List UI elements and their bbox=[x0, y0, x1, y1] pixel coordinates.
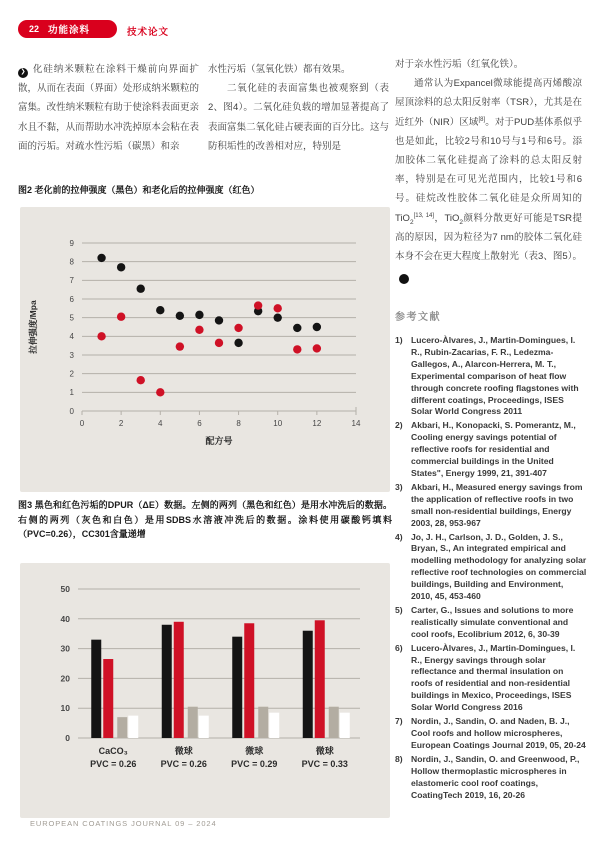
svg-text:拉伸强度/Mpa: 拉伸强度/Mpa bbox=[28, 300, 38, 354]
svg-text:微球: 微球 bbox=[245, 746, 264, 756]
svg-text:40: 40 bbox=[60, 613, 70, 624]
svg-text:9: 9 bbox=[69, 238, 74, 248]
right-text-column bbox=[395, 55, 582, 285]
svg-text:配方号: 配方号 bbox=[205, 436, 233, 446]
citation-sup-13-14: [13, 14] bbox=[413, 212, 435, 219]
reference-item: 3) Akbari, H., Measured energy savings from the application of reflective roofs in two small non-residential buildings, Energy 2003, 28, 953-967 bbox=[395, 481, 583, 528]
page-number: 22 bbox=[29, 24, 40, 34]
svg-text:12: 12 bbox=[312, 419, 322, 428]
reference-item: 5) Carter, G., Issues and solutions to more realistically simulate conventional and cool roofs, Ecolibrium 2012, 6, 30-39 bbox=[395, 604, 574, 639]
dpur-bar-svg bbox=[20, 563, 390, 818]
intro-paragraph-2b: 二氧化硅的表面富集也被观察到（表2、图4）。二氧化硅负载的增加显著提高了表面富集二氧化硅占硬表面的百分比。这与防积垢性的改善相对应，特别是 bbox=[208, 83, 389, 152]
svg-text:7: 7 bbox=[69, 276, 74, 286]
figure2-scatter-chart bbox=[20, 207, 390, 492]
svg-text:10: 10 bbox=[60, 703, 70, 714]
svg-text:PVC = 0.29: PVC = 0.29 bbox=[231, 759, 278, 769]
right-paragraph-1: 对于亲水性污垢（红氧化铁）。 bbox=[395, 59, 524, 70]
svg-text:PVC = 0.26: PVC = 0.26 bbox=[90, 759, 137, 769]
intro-text-1: 化硅纳米颗粒在涂料干燥前向界面扩散，从而在表面（界面）处形成纳米颗粒的富集。改性纳米颗粒有助于使涂料表面更亲水且不黏，从而帮助水冲洗掉原本会粘在表面的污垢。对疏水性污垢（碳黑）和亲 bbox=[18, 64, 199, 152]
figure3-bar-chart bbox=[20, 563, 390, 818]
references-section bbox=[395, 308, 587, 803]
svg-text:0: 0 bbox=[65, 733, 70, 743]
svg-text:3: 3 bbox=[69, 350, 74, 360]
svg-text:PVC = 0.26: PVC = 0.26 bbox=[160, 759, 207, 769]
svg-text:0: 0 bbox=[79, 419, 85, 428]
svg-text:4: 4 bbox=[158, 419, 163, 428]
tensile-scatter-svg bbox=[20, 207, 390, 492]
reference-item: 8) Nordin, J., Sandin, O. and Greenwood, P., Hollow thermoplastic microspheres in elastomeric cool roof coatings, CoatingTech 2019, 16, 20-26 bbox=[395, 753, 580, 800]
intro-column-2 bbox=[208, 60, 389, 156]
reference-item: 2) Akbari, H., Konopacki, S. Pomerantz, M., Cooling energy savings potential of reflective roofs for residential and commercial buildings in the United States", Energy 1999, 21, 391-407 bbox=[395, 420, 576, 478]
svg-text:2: 2 bbox=[69, 369, 74, 379]
article-end-icon: ❮ bbox=[399, 274, 409, 284]
citation-sup-8: [8] bbox=[478, 116, 486, 123]
intro-paragraph-2a: 水性污垢（氢氧化铁）都有效果。 bbox=[208, 64, 351, 75]
svg-text:6: 6 bbox=[69, 294, 74, 304]
svg-text:30: 30 bbox=[60, 643, 70, 654]
svg-text:微球: 微球 bbox=[315, 746, 334, 756]
article-type-label: 技术论文 bbox=[127, 27, 170, 38]
reference-item: 4) Jo, J. H., Carlson, J. D., Golden, J. S., Bryan, S., An integrated empirical and modelling methodology for analyzing solar reflective roof technologies on commercial buildings, Building and Environment, 2010, 45, 453-460 bbox=[395, 531, 587, 602]
figure2-caption: 图2 老化前的拉伸强度（黑色）和老化后的拉伸强度（红色） bbox=[18, 185, 260, 195]
references-title: 参考文献 bbox=[395, 312, 441, 323]
svg-text:PVC = 0.33: PVC = 0.33 bbox=[301, 759, 348, 769]
figure3-caption: 图3 黑色和红色污垢的DPUR（ΔE）数据。左侧的两列（黑色和红色）是用水冲洗后的数据。右侧的两列（灰色和白色）是用SDBS水溶液冲洗后的数据。涂料使用碳酸钙填料（PVC=0.26），CC301含量递增 bbox=[18, 500, 392, 539]
svg-text:5: 5 bbox=[69, 313, 74, 323]
svg-text:6: 6 bbox=[197, 419, 202, 428]
reference-item: 6) Lucero-Àlvares, J., Martin-Domingues, I. R., Energy savings through solar reflectance and thermal insulation on roofs of residential and non-residential buildings in Mexico, Proceedings, ISES Solar World Congress 2016 bbox=[395, 642, 576, 713]
svg-text:14: 14 bbox=[351, 419, 361, 428]
svg-text:1: 1 bbox=[69, 388, 74, 398]
svg-text:2: 2 bbox=[118, 419, 124, 428]
svg-text:CaCO₃: CaCO₃ bbox=[98, 746, 128, 756]
intro-column-1 bbox=[18, 60, 199, 156]
section-title: 功能涂料 bbox=[48, 25, 91, 36]
svg-text:20: 20 bbox=[60, 673, 70, 684]
continuation-start-icon: ❯ bbox=[18, 68, 28, 78]
svg-text:微球: 微球 bbox=[174, 746, 193, 756]
reference-item: 7) Nordin, J., Sandin, O. and Naden, B. J., Cool roofs and hollow microspheres, European Coatings Journal 2019, 05, 20-24 bbox=[395, 716, 586, 750]
intro-paragraph-1 bbox=[18, 60, 199, 156]
right-paragraph-2: 通常认为Expancel微球能提高丙烯酸凉屋顶涂料的总太阳反射率（TSR），尤其是在近红外（NIR）区域[8]。对于PUD基体系似乎也是如此，比较2号和10号与1号和6号。添加胶体二氧化硅提高了涂料的总太阳反射率，特别是在可见光范围内，比较1号和6号。硅烷改性胶体二氧化硅是众所周知的TiO$_2$[13, 14]，TiO$_2$颜料分散更好可能是TSR提高的原因，因为粒径为7 nm的胶体二氧化硅本身不会在更大程度上散射光（表3、图5）。❮ bbox=[395, 74, 582, 285]
journal-footer: EUROPEAN COATINGS JOURNAL 09 – 2024 bbox=[30, 819, 217, 828]
svg-text:8: 8 bbox=[236, 419, 241, 428]
svg-text:0: 0 bbox=[69, 406, 74, 416]
svg-text:8: 8 bbox=[69, 257, 74, 267]
reference-item: 1) Lucero-Àlvares, J., Martin-Domingues, I. R., Rubin-Zacarias, F. R., Ledezma-Gallegos, A., Alarcon-Herrera, M. T., Experimental comparison of heat flow through concrete roofing flagstones with different coatings, Proceedings, ISES Solar World Congress 2011 bbox=[395, 335, 579, 417]
svg-text:10: 10 bbox=[273, 419, 283, 428]
svg-text:50: 50 bbox=[60, 584, 70, 594]
svg-text:4: 4 bbox=[69, 332, 74, 342]
page-header-pill bbox=[18, 20, 117, 38]
